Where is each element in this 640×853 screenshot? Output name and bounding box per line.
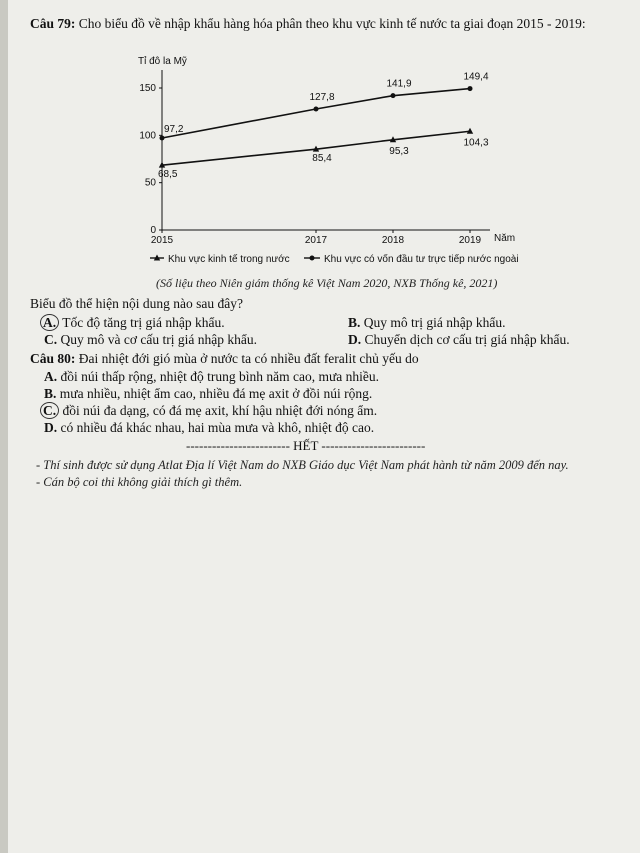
q79-option-d-text: Chuyển dịch cơ cấu trị giá nhập khẩu. — [364, 332, 570, 347]
q80-option-c-letter: C. — [40, 402, 59, 419]
q80-option-a-letter: A. — [44, 369, 58, 384]
question-80 — [30, 351, 419, 367]
data-label: 149,4 — [463, 71, 489, 83]
x-ticks — [151, 230, 482, 246]
q80-option-c[interactable] — [40, 403, 377, 419]
y-axis-title: Tỉ đô la Mỹ — [138, 56, 187, 67]
q80-option-d-letter: D. — [44, 420, 58, 435]
x-tick-label: 2017 — [304, 235, 328, 246]
q80-option-d-text: có nhiều đá khác nhau, hai mùa mưa và khô, nhiệt độ cao. — [60, 420, 375, 435]
data-label: 97,2 — [164, 123, 184, 135]
end-marker: ------------------------ HẾT ------------------------ — [186, 438, 426, 453]
legend-label-fdi: Khu vực có vốn đầu tư trực tiếp nước ngoài — [324, 254, 519, 265]
marker-circle — [391, 93, 396, 98]
q79-option-d-letter: D. — [348, 332, 362, 347]
import-line-chart — [128, 50, 640, 270]
note-atlat: - Thí sinh được sử dụng Atlat Địa lí Việt Nam do NXB Giáo dục Việt Nam phát hành từ năm 2009 đến nay. — [36, 458, 569, 472]
y-ticks — [139, 83, 162, 236]
q79-option-a-text: Tốc độ tăng trị giá nhập khẩu. — [62, 315, 225, 330]
y-tick-label: 150 — [139, 83, 156, 94]
y-tick-label: 100 — [139, 130, 156, 142]
question-80-label: Câu 80: — [30, 351, 76, 366]
data-label: 95,3 — [389, 145, 409, 157]
question-79-prompt: Biểu đồ thể hiện nội dung nào sau đây? — [30, 296, 243, 311]
q79-option-a[interactable] — [40, 315, 225, 331]
series-group — [158, 72, 489, 181]
q80-option-b[interactable] — [44, 386, 372, 402]
question-79-text: Cho biểu đồ về nhập khẩu hàng hóa phân theo khu vực kinh tế nước ta giai đoạn 2015 - 2019: — [78, 16, 586, 31]
chart-legend — [150, 253, 519, 265]
page-edge — [0, 0, 8, 853]
q80-option-d[interactable] — [44, 420, 374, 436]
q79-option-c[interactable] — [44, 332, 257, 348]
data-source: (Số liệu theo Niên giám thống kê Việt Nam 2020, NXB Thống kê, 2021) — [156, 276, 498, 290]
x-tick-label: 2019 — [458, 235, 482, 246]
question-80-text: Đai nhiệt đới gió mùa ở nước ta có nhiều đất feralit chủ yếu do — [78, 351, 419, 366]
data-label: 85,4 — [312, 153, 332, 165]
q80-option-a-text: đồi núi thấp rộng, nhiệt độ trung bình năm cao, mưa nhiều. — [60, 369, 380, 384]
note-proctor: - Cán bộ coi thi không giải thích gì thêm. — [36, 475, 243, 489]
q79-option-b-text: Quy mô trị giá nhập khẩu. — [363, 315, 506, 330]
q79-option-d[interactable] — [348, 332, 570, 348]
exam-page — [8, 0, 640, 853]
q79-option-c-letter: C. — [44, 332, 58, 347]
q80-option-a[interactable] — [44, 369, 379, 385]
legend-label-domestic: Khu vực kinh tế trong nước — [168, 254, 290, 265]
q80-option-b-text: mưa nhiều, nhiệt ẩm cao, nhiều đá mẹ axit ở đồi núi rộng. — [59, 386, 373, 401]
q80-option-b-letter: B. — [44, 386, 57, 401]
q79-option-c-text: Quy mô và cơ cấu trị giá nhập khẩu. — [60, 332, 257, 347]
y-tick-label: 0 — [150, 225, 156, 236]
marker-circle — [468, 86, 473, 91]
data-label: 68,5 — [158, 169, 178, 181]
x-tick-label: 2015 — [150, 235, 174, 246]
data-label: 141,9 — [386, 78, 412, 90]
data-label: 104,3 — [463, 137, 489, 149]
q79-option-b[interactable] — [348, 315, 506, 331]
question-79-label: Câu 79: — [30, 16, 76, 31]
q79-option-b-letter: B. — [348, 315, 361, 330]
y-tick-label: 50 — [144, 177, 156, 189]
legend-circle-icon — [310, 256, 315, 261]
marker-circle — [160, 135, 165, 140]
q79-option-a-letter: A. — [40, 314, 59, 331]
marker-circle — [314, 107, 319, 112]
x-tick-label: 2018 — [381, 235, 405, 246]
x-axis-title: Năm — [494, 233, 516, 244]
data-label: 127,8 — [309, 92, 335, 104]
question-79 — [30, 16, 586, 32]
q80-option-c-text: đồi núi đa dạng, có đá mẹ axit, khí hậu nhiệt đới nóng ẩm. — [62, 403, 378, 418]
